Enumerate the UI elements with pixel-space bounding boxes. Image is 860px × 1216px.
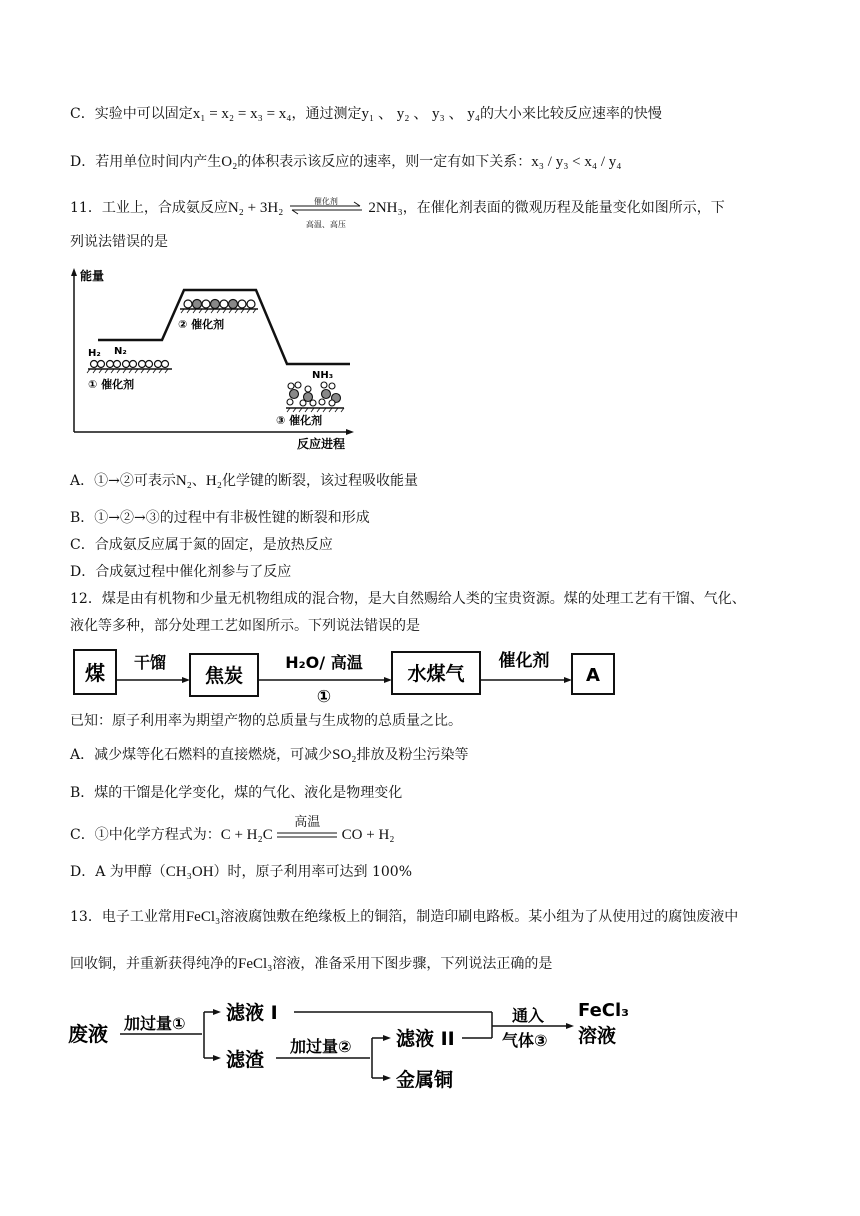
arrow-icon <box>564 677 572 683</box>
q12-option-d <box>70 862 412 882</box>
waste-liquid-label: 废液 <box>68 1022 108 1046</box>
q12-d-text: D．A 为甲醇（ <box>70 864 166 880</box>
equilibrium-arrow <box>288 197 364 229</box>
q12-stem-line2: 液化等多种，部分处理工艺如图所示。下列说法错误的是 <box>70 618 420 634</box>
q11-option-a <box>70 471 418 491</box>
q12-d-ch3oh: CH₃OH <box>165 864 214 880</box>
stage3-label: ③ 催化剂 <box>276 414 323 427</box>
stage3-molecules <box>287 382 341 406</box>
arrow-icon <box>213 1009 221 1015</box>
y-axis-arrow-icon <box>71 268 77 276</box>
q11-stem-a: 11．工业上，合成氨反应 <box>70 200 228 216</box>
q12-c-text: C．①中化学方程式为： <box>70 827 221 843</box>
arrow-icon <box>213 1055 221 1061</box>
coal-process-flow <box>70 642 630 708</box>
water-gas-label: 水煤气 <box>407 663 465 685</box>
energy-diagram <box>62 266 362 456</box>
q11-a-tail: 化学键的断裂，该过程吸收能量 <box>221 473 418 489</box>
q10-d-o2: O₂ <box>221 154 238 170</box>
q12-stem-line1: 12．煤是由有机物和少量无机物组成的混合物，是大自然赐给人类的宝贵资源。煤的处理工艺有干馏、气化、 <box>70 591 746 607</box>
q11-stem-line1 <box>70 197 725 229</box>
q11-eq-right: 2NH₃ <box>368 200 403 216</box>
q12-option-b: B．煤的干馏是化学变化，煤的气化、液化是物理变化 <box>70 785 403 801</box>
q12-option-a <box>70 745 469 765</box>
stage1-molecules <box>91 361 169 368</box>
q10-c-mid: ，通过测定 <box>291 106 362 122</box>
q11-a-n2: N₂ <box>175 473 192 489</box>
x-axis-label: 反应进程 <box>297 437 346 451</box>
q12-c-left: C + H₂C <box>220 827 273 843</box>
q10-option-d <box>70 152 622 172</box>
q12-d-tail: ）时，原子利用率可达到 100% <box>213 864 413 880</box>
metal-copper-label: 金属铜 <box>396 1069 454 1091</box>
q13-stem-line1 <box>70 907 738 927</box>
arrow-icon <box>383 1035 391 1041</box>
coke-label: 焦炭 <box>204 665 244 687</box>
dry-distillation-label: 干馏 <box>133 653 167 672</box>
q13-stem-b1: 回收铜，并重新获得纯净的 <box>70 956 238 972</box>
coal-label: 煤 <box>85 661 105 685</box>
q10-d-relation: x₃ / y₃ < x₄ / y₄ <box>531 154 622 170</box>
q12-c-right: CO + H₂ <box>341 827 395 843</box>
h2-label: H₂ <box>88 348 101 359</box>
q10-d-prefix: D．若用单位时间内产生 <box>70 154 222 170</box>
q13-stem-a2: 溶液腐蚀敷在绝缘板上的铜箔，制造印刷电路板。某小组为了从使用过的腐蚀废液中 <box>220 909 739 925</box>
q11-a-sep: 、 <box>191 473 206 489</box>
x-axis-arrow-icon <box>346 429 354 435</box>
q11-eq-above: 催化剂 <box>313 197 338 206</box>
q13-stem-b2: 溶液，准备采用下图步骤，下列说法正确的是 <box>272 956 553 972</box>
y-axis-label: 能量 <box>80 269 105 283</box>
q11-option-b: B．①→②→③的过程中有非极性键的断裂和形成 <box>70 510 370 526</box>
q11-a-h2: H₂ <box>205 473 222 489</box>
fecl3-product-label: FeCl₃ <box>578 1000 630 1021</box>
step3-label-top: 通入 <box>512 1006 545 1025</box>
residue-label: 滤渣 <box>226 1049 265 1071</box>
q11-eq-below: 高温、高压 <box>305 220 346 229</box>
q13-stem-line2 <box>70 954 552 974</box>
solution-label: 溶液 <box>578 1025 617 1047</box>
step2-label: 加过量② <box>290 1037 352 1056</box>
q11-option-c: C．合成氨反应属于氮的固定，是放热反应 <box>70 537 333 553</box>
q10-d-mid: 的体积表示该反应的速率，则一定有如下关系： <box>237 154 532 170</box>
q13-stem-a1: 13．电子工业常用 <box>70 909 186 925</box>
q12-a-text: A．减少煤等化石燃料的直接燃烧，可减少 <box>70 747 333 763</box>
q11-stem-line2: 列说法错误的是 <box>70 234 168 250</box>
q11-a-text: A．①→②可表示 <box>70 473 176 489</box>
q12-note: 已知：原子利用率为期望产物的总质量与生成物的总质量之比。 <box>70 713 462 729</box>
arrow-icon <box>384 677 392 683</box>
q10-c-ys: y₁ 、 y₂ 、 y₃ 、 y₄ <box>361 106 480 122</box>
stage2-atoms <box>184 300 255 309</box>
filtrate1-label: 滤液 I <box>226 1002 278 1024</box>
q11-option-d: D．合成氨过程中催化剂参与了反应 <box>70 564 292 580</box>
step1-circled: ① <box>316 687 332 707</box>
step1-label: 加过量① <box>124 1014 186 1033</box>
q12-a-tail: 排放及粉尘污染等 <box>356 747 469 763</box>
product-a-label: A <box>586 665 600 686</box>
q10-option-c <box>70 104 662 124</box>
q13-fecl3-2: FeCl₃ <box>238 956 273 972</box>
q12-c-above: 高温 <box>294 815 321 830</box>
q12-option-c <box>70 815 395 845</box>
q10-c-suffix: 的大小来比较反应速率的快慢 <box>479 106 662 122</box>
stage1-label: ① 催化剂 <box>88 378 135 391</box>
catalyst-label: 催化剂 <box>498 651 550 671</box>
q10-c-equal: x₁ = x₂ = x₃ = x₄ <box>192 106 292 122</box>
copper-recovery-flow <box>64 996 644 1096</box>
q12-a-so2: SO₂ <box>332 747 357 763</box>
filtrate2-label: 滤液 II <box>396 1028 455 1050</box>
n2-label: N₂ <box>114 346 127 357</box>
q10-c-prefix: C．实验中可以固定 <box>70 106 193 122</box>
arrow-icon <box>566 1023 574 1029</box>
q11-eq-left: N₂ + 3H₂ <box>227 200 284 216</box>
stage2-label: ② 催化剂 <box>178 318 225 331</box>
q13-fecl3: FeCl₃ <box>185 909 221 925</box>
q11-stem-b: ，在催化剂表面的微观历程及能量变化如图所示，下 <box>402 200 725 216</box>
high-temp-equals <box>277 815 337 843</box>
arrow-icon <box>383 1075 391 1081</box>
nh3-label: NH₃ <box>312 370 334 381</box>
step3-label-bottom: 气体③ <box>502 1031 548 1050</box>
steam-high-temp-label: H₂O/ 高温 <box>285 653 363 672</box>
arrow-icon <box>182 677 190 683</box>
